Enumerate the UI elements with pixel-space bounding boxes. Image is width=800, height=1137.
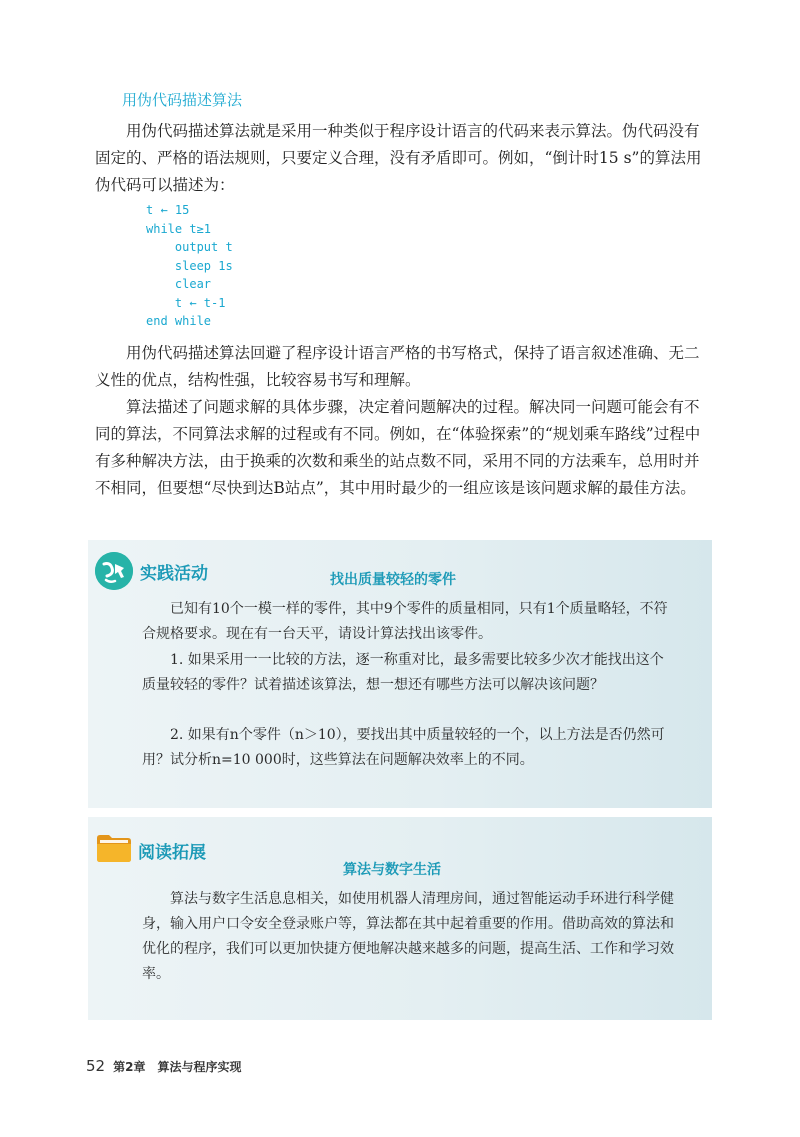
reading-heading: 阅读拓展: [138, 843, 206, 863]
code-line: t ← 15: [146, 203, 190, 217]
practice-heading: 实践活动: [140, 564, 208, 584]
practice-question-2: 2. 如果有n个零件（n＞10），要找出其中质量较轻的一个，以上方法是否仍然可用？试分析n=10 000时，这些算法在问题解决效率上的不同。: [142, 727, 665, 768]
reading-text: 算法与数字生活息息相关，如使用机器人清理房间，通过智能运动手环进行科学健身，输入用户口令安全登录账户等，算法都在其中起着重要的作用。借助高效的算法和优化的程序，我们可以更加快捷方便地解决越来越多的问题，提高生活、工作和学习效率。: [142, 891, 674, 982]
code-line: while t≥1: [146, 221, 212, 236]
chapter-title: 第2章 算法与程序实现: [113, 1060, 242, 1074]
body-paragraph: 算法描述了问题求解的具体步骤，决定着问题解决的过程。解决同一问题可能会有不同的算法，不同算法求解的过程或有不同。例如，在“体验探索”的“规划乘车路线”过程中有多种解决方法，由于换乘的次数和乘坐的站点数不同，采用不同的方法乘车，总用时并不相同，但要想“尽快到达B站点”，其中用时最少的一组应该是该问题求解的最佳方法。: [95, 398, 701, 497]
code-line: t ← t-1: [146, 295, 226, 310]
page-footer: [86, 1057, 241, 1075]
practice-question-1: 1. 如果采用一一比较的方法，逐一称重对比，最多需要比较多少次才能找出这个质量较轻的零件？试着描述该算法，想一想还有哪些方法可以解决该问题？: [142, 652, 664, 693]
code-line: end while: [146, 314, 212, 328]
code-line: sleep 1s: [146, 258, 233, 273]
practice-activity-icon: [95, 552, 133, 590]
practice-text: 已知有10个一模一样的零件，其中9个零件的质量相同，只有1个质量略轻，不符合规格要求。现在有一台天平，请设计算法找出该零件。: [142, 601, 668, 642]
reading-folder-icon: [96, 833, 132, 863]
pseudocode-block: [146, 201, 233, 331]
intro-paragraph: 用伪代码描述算法就是采用一种类似于程序设计语言的代码来表示算法。伪代码没有固定的、严格的语法规则，只要定义合理，没有矛盾即可。例如，“倒计时15 s”的算法用伪代码可以描述为：: [95, 122, 702, 194]
reading-subtitle: 算法与数字生活: [343, 862, 441, 878]
section-title: 用伪代码描述算法: [122, 91, 243, 109]
page-number: 52: [86, 1057, 106, 1075]
code-line: output t: [146, 240, 233, 254]
body-paragraph: 用伪代码描述算法回避了程序设计语言严格的书写格式，保持了语言叙述准确、无二义性的优点，结构性强，比较容易书写和理解。: [95, 344, 700, 389]
practice-subtitle: 找出质量较轻的零件: [330, 572, 456, 588]
code-line: clear: [146, 277, 212, 291]
